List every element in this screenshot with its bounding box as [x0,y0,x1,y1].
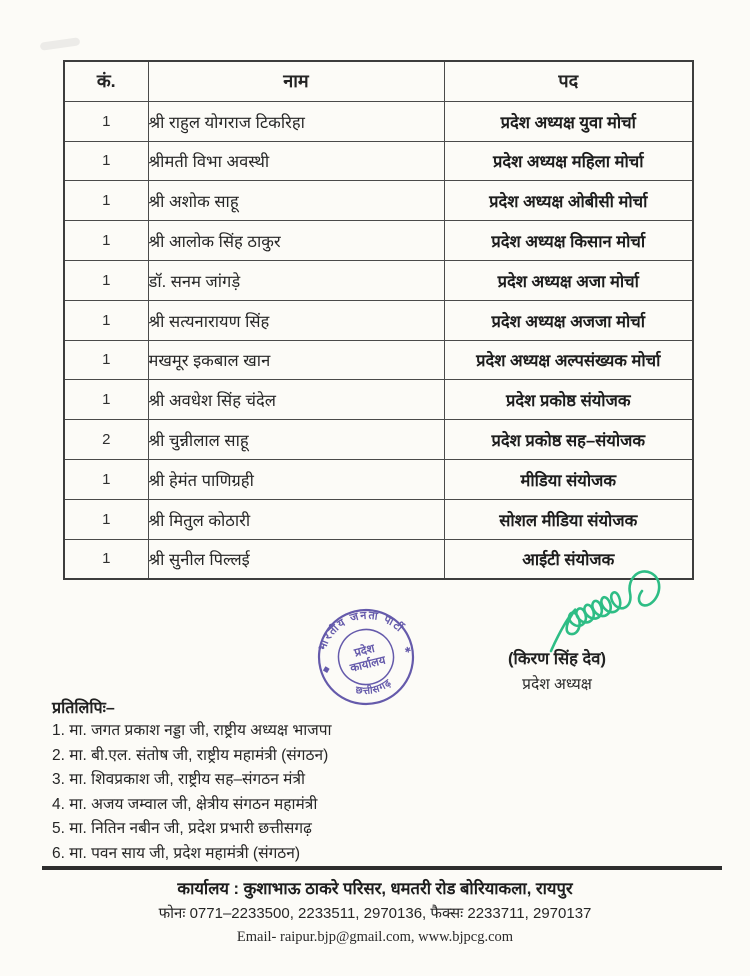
cell-post: प्रदेश अध्यक्ष अल्पसंख्यक मोर्चा [444,340,693,380]
cell-post: प्रदेश अध्यक्ष युवा मोर्चा [444,101,693,141]
signature-icon [543,563,695,659]
cell-name: श्री अशोक साहू [148,181,444,221]
cell-post: सोशल मीडिया संयोजक [444,499,693,539]
stamp-arc-bottom-text: छत्तीसगढ़ [354,677,395,698]
copies-item: 3. मा. शिवप्रकाश जी, राष्ट्रीय सह–संगठन मंत्री [52,771,306,789]
cell-serial-no: 1 [64,260,148,300]
table-row [64,340,693,380]
copies-item: 4. मा. अजय जम्वाल जी, क्षेत्रीय संगठन महामंत्री [52,795,318,813]
copies-item: 1. मा. जगत प्रकाश नड्डा जी, राष्ट्रीय अध्यक्ष भाजपा [52,722,332,739]
table-row [64,260,693,300]
cell-name: श्री राहुल योगराज टिकरिहा [148,101,444,141]
table-row [64,181,693,221]
cell-post: प्रदेश अध्यक्ष महिला मोर्चा [444,141,693,181]
cell-post: प्रदेश अध्यक्ष अजजा मोर्चा [444,300,693,340]
cell-name: श्रीमती विभा अवस्थी [148,141,444,181]
cell-serial-no: 1 [64,181,148,221]
cell-serial-no: 1 [64,499,148,539]
office-address: कार्यालय : कुशाभाऊ ठाकरे परिसर, धमतरी रोड बोरियाकला, रायपुर [177,880,573,898]
cell-post: प्रदेश अध्यक्ष अजा मोर्चा [444,260,693,300]
cell-name: श्री सुनील पिल्लई [148,539,444,579]
cell-name: श्री सत्यनारायण सिंह [148,300,444,340]
cell-post: प्रदेश अध्यक्ष किसान मोर्चा [444,221,693,261]
cell-name: श्री अवधेश सिंह चंदेल [148,380,444,420]
signatory-block [472,646,642,694]
copies-heading: प्रतिलिपिः– [52,700,115,717]
cell-name: श्री चुन्नीलाल साहू [148,420,444,460]
header-name: नाम [148,61,444,101]
cell-serial-no: 1 [64,101,148,141]
signatory-name: (किरण सिंह देव) [508,650,606,668]
cell-serial-no: 1 [64,459,148,499]
cell-post: प्रदेश अध्यक्ष ओबीसी मोर्चा [444,181,693,221]
cell-name: डॉ. सनम जांगड़े [148,260,444,300]
table-row [64,141,693,181]
copies-item: 6. मा. पवन साय जी, प्रदेश महामंत्री (संगठन) [52,844,301,862]
cell-serial-no: 1 [64,141,148,181]
cell-serial-no: 2 [64,420,148,460]
stamp-center-line2: कार्यालय [349,654,387,675]
copies-item: 2. मा. बी.एल. संतोष जी, राष्ट्रीय महामंत्री (संगठन) [52,746,329,764]
cell-post: प्रदेश प्रकोष्ठ संयोजक [444,380,693,420]
cell-serial-no: 1 [64,300,148,340]
table-row [64,101,693,141]
table-row [64,380,693,420]
table-row [64,300,693,340]
table-row [64,420,693,460]
table-header-row [64,61,693,101]
cell-name: श्री हेमंत पाणिग्रही [148,459,444,499]
cell-name: मखमूर इकबाल खान [148,340,444,380]
stamp-right-mark: ✱ [403,644,413,656]
table-row [64,499,693,539]
header-serial-no: कं. [64,61,148,101]
cell-post: मीडिया संयोजक [444,459,693,499]
footer-block [0,876,750,946]
footer-divider [42,866,722,870]
table-row [64,221,693,261]
stamp-arc-top-text: भारतीय जनता पार्टी [316,609,406,653]
cell-post: प्रदेश प्रकोष्ठ सह–संयोजक [444,420,693,460]
cell-name: श्री आलोक सिंह ठाकुर [148,221,444,261]
signatory-title: प्रदेश अध्यक्ष [522,676,592,693]
copies-item: 5. मा. नितिन नबीन जी, प्रदेश प्रभारी छत्तीसगढ़ [52,820,312,838]
signature-stroke [551,571,659,651]
header-post: पद [444,61,693,101]
cell-serial-no: 1 [64,340,148,380]
cell-name: श्री मितुल कोठारी [148,499,444,539]
office-email: Email- raipur.bjp@gmail.com, www.bjpcg.com [236,929,514,945]
cell-serial-no: 1 [64,221,148,261]
scan-smudge [40,37,81,50]
office-phone: फोनः 0771–2233500, 2233511, 2970136, फैक्सः 2233711, 2970137 [158,905,592,922]
copies-section [52,696,532,866]
stamp-center-line1: प्रदेश [353,642,376,660]
cell-serial-no: 1 [64,539,148,579]
cell-serial-no: 1 [64,380,148,420]
cell-post: आईटी संयोजक [444,539,693,579]
table-row [64,459,693,499]
stamp-left-mark: ◆ [321,663,331,675]
appointments-table [63,60,694,580]
